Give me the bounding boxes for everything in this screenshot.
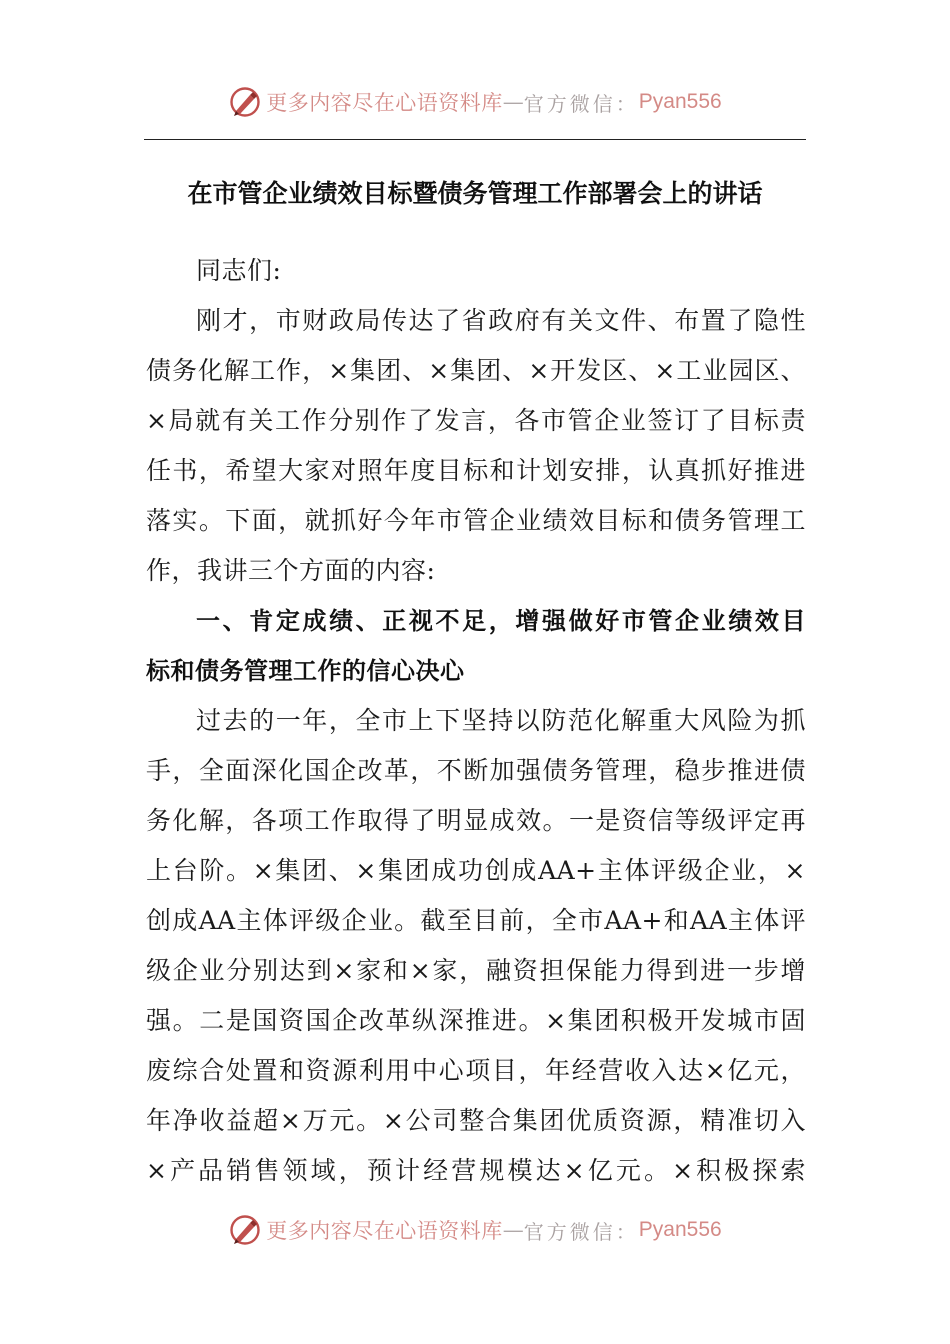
paragraph-line: 手，全面深化国企改革，不断加强债务管理，稳步推进债: [146, 756, 806, 785]
paragraph-line: ×产品销售领域，预计经营规模达×亿元。×积极探索: [146, 1156, 806, 1185]
paragraph-line: 务化解，各项工作取得了明显成效。一是资信等级评定再: [146, 806, 806, 835]
watermark-separator: —: [502, 90, 524, 114]
paragraph-line: 任书，希望大家对照年度目标和计划安排，认真抓好推进: [146, 456, 806, 485]
pen-logo-icon: [228, 1213, 262, 1247]
paragraph-line: 过去的一年，全市上下坚持以防范化解重大风险为抓: [196, 706, 806, 735]
paragraph-line: 创成AA主体评级企业。截至目前，全市AA+和AA主体评: [146, 906, 806, 935]
watermark-wechat-label: 官方微信：: [523, 91, 639, 116]
paragraph-line: 债务化解工作，×集团、×集团、×开发区、×工业园区、: [146, 356, 806, 385]
header-watermark: [0, 80, 950, 124]
document-title: 在市管企业绩效目标暨债务管理工作部署会上的讲话: [187, 179, 763, 208]
salutation: 同志们:: [196, 256, 282, 285]
paragraph-line: 上台阶。×集团、×集团成功创成AA+主体评级企业，×: [146, 856, 806, 885]
paragraph-line: 强。二是国资国企改革纵深推进。×集团积极开发城市固: [146, 1006, 806, 1035]
watermark-wechat-id: Pyan556: [638, 90, 722, 113]
pen-logo-icon: [228, 85, 262, 119]
watermark-wechat-label: 官方微信：: [523, 1219, 639, 1244]
section-heading: 一、肯定成绩、正视不足，增强做好市管企业绩效目: [196, 607, 806, 635]
header-divider: [144, 139, 806, 140]
footer-watermark: [0, 1208, 950, 1252]
paragraph-line: 作，我讲三个方面的内容:: [146, 556, 436, 585]
watermark-text: 更多内容尽在心语资料库: [266, 91, 503, 115]
watermark-text: 更多内容尽在心语资料库: [266, 1219, 503, 1243]
paragraph-line: 年净收益超×万元。×公司整合集团优质资源，精准切入: [146, 1106, 806, 1135]
paragraph-line: ×局就有关工作分别作了发言，各市管企业签订了目标责: [146, 406, 806, 435]
paragraph-line: 落实。下面，就抓好今年市管企业绩效目标和债务管理工: [146, 506, 806, 535]
paragraph-line: 刚才，市财政局传达了省政府有关文件、布置了隐性: [196, 306, 806, 335]
watermark-wechat-id: Pyan556: [638, 1218, 722, 1241]
section-heading: 标和债务管理工作的信心决心: [146, 657, 465, 685]
paragraph-line: 废综合处置和资源利用中心项目，年经营收入达×亿元，: [146, 1056, 806, 1085]
watermark-separator: —: [502, 1218, 524, 1242]
paragraph-line: 级企业分别达到×家和×家，融资担保能力得到进一步增: [146, 956, 806, 985]
